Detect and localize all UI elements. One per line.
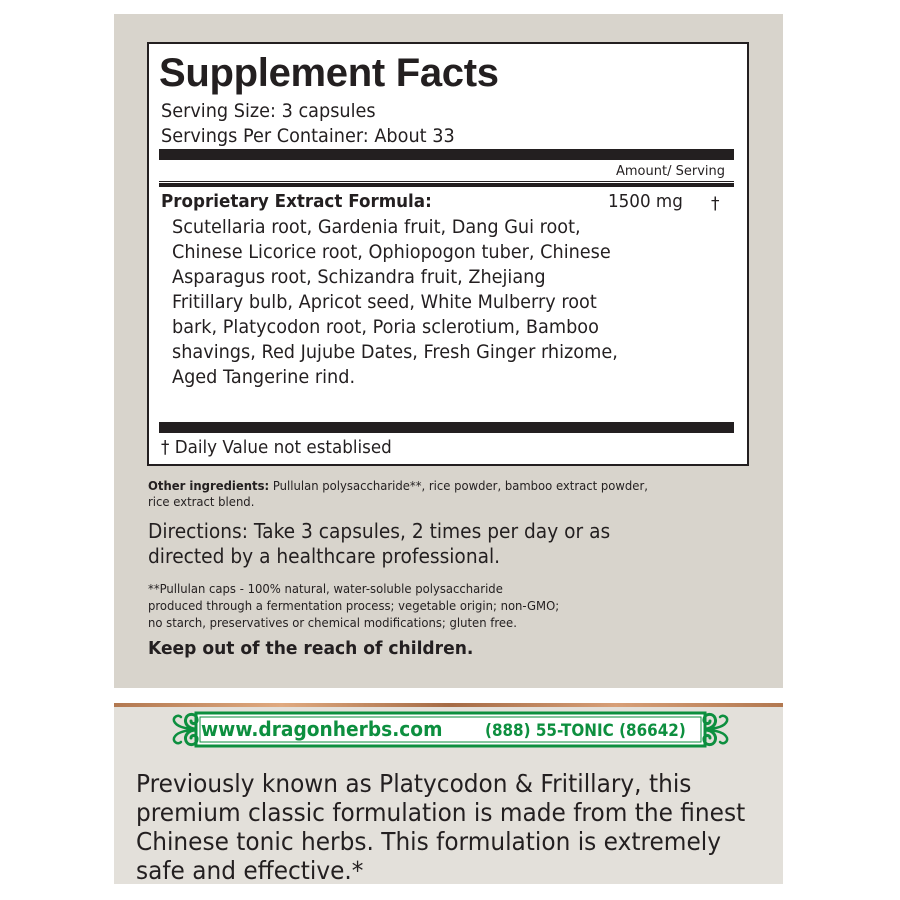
directions-line: Directions: Take 3 capsules, 2 times per day or as	[148, 519, 611, 543]
description-line: Chinese tonic herbs. This formulation is extremely	[136, 827, 721, 856]
description-line: premium classic formulation is made from the finest	[136, 798, 746, 827]
capsule-note-line: produced through a fermentation process; vegetable origin; non-GMO;	[148, 598, 560, 613]
thick-divider-bottom	[159, 422, 734, 433]
other-ingredients-text-line2: rice extract blend.	[148, 494, 255, 509]
ingredient-line: Chinese Licorice root, Ophiopogon tuber, Chinese	[172, 241, 611, 263]
serving-size: Serving Size: 3 capsules	[161, 100, 376, 122]
product-description	[136, 769, 768, 885]
other-ingredients-text: Pullulan polysaccharide**, rice powder, bamboo extract powder,	[269, 478, 648, 493]
formula-amount: 1500 mg	[608, 191, 683, 212]
supplement-facts-box	[147, 42, 749, 466]
pullulan-capsule-note	[148, 580, 669, 631]
phone-number: (888) 55-TONIC (86642)	[485, 721, 686, 740]
dagger-mark: †	[711, 194, 720, 214]
servings-per-container: Servings Per Container: About 33	[161, 125, 455, 147]
capsule-note-line: **Pullulan caps - 100% natural, water-soluble polysaccharide	[148, 581, 503, 596]
copper-band	[114, 703, 783, 707]
supplement-facts-title: Supplement Facts	[159, 51, 499, 95]
other-ingredients	[148, 478, 743, 510]
thin-divider	[159, 181, 734, 182]
ingredient-line: Fritillary bulb, Apricot seed, White Mulberry root	[172, 291, 597, 313]
ingredient-line: shavings, Red Jujube Dates, Fresh Ginger rhizome,	[172, 341, 618, 363]
website-link[interactable]: www.dragonherbs.com	[201, 717, 443, 741]
capsule-note-line: no starch, preservatives or chemical modifications; gluten free.	[148, 615, 517, 630]
formula-name: Proprietary Extract Formula:	[161, 191, 432, 212]
children-warning: Keep out of the reach of children.	[148, 638, 474, 659]
ingredient-line: Scutellaria root, Gardenia fruit, Dang Gui root,	[172, 216, 581, 238]
other-ingredients-label: Other ingredients:	[148, 478, 270, 493]
medium-divider	[159, 183, 734, 187]
description-line: Previously known as Platycodon & Fritillary, this	[136, 769, 692, 798]
ingredients-list	[172, 215, 730, 390]
ingredient-line: bark, Platycodon root, Poria sclerotium, Bamboo	[172, 316, 599, 338]
thick-divider-top	[159, 149, 734, 160]
ingredient-line: Aged Tangerine rind.	[172, 366, 356, 388]
amount-per-serving-header: Amount/ Serving	[616, 164, 725, 179]
directions-line: directed by a healthcare professional.	[148, 544, 501, 568]
ingredient-line: Asparagus root, Schizandra fruit, Zhejiang	[172, 266, 546, 288]
description-line: safe and effective.*	[136, 856, 364, 885]
website-banner	[170, 709, 731, 750]
directions	[148, 519, 669, 569]
daily-value-note: † Daily Value not establised	[161, 437, 392, 458]
